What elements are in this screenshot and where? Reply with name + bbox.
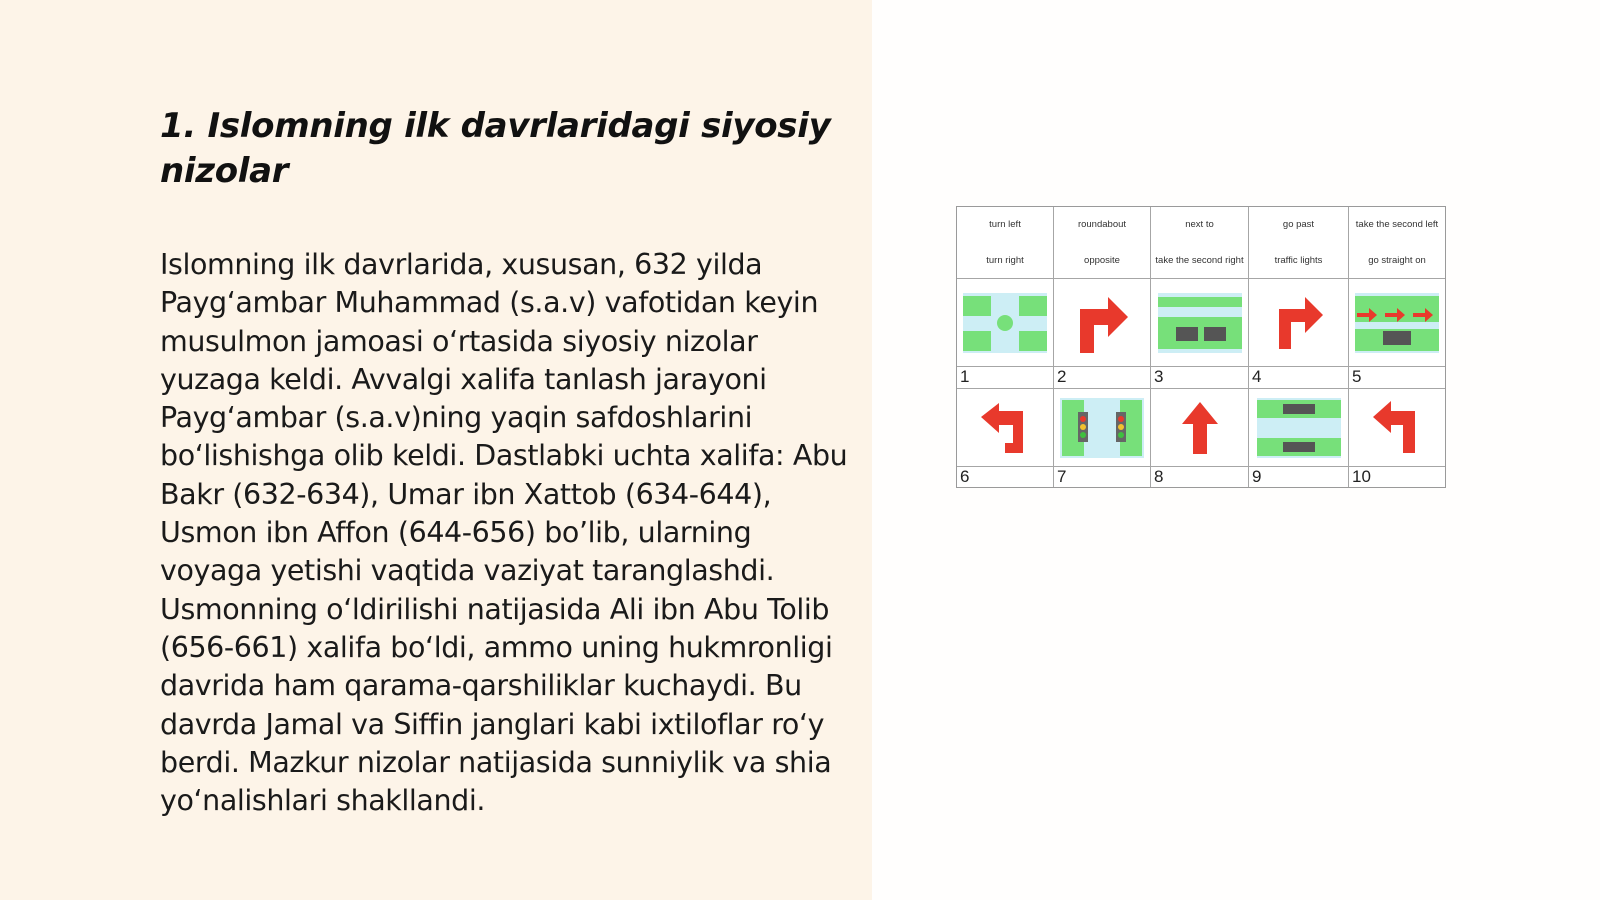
traffic-lights-icon [1060, 398, 1144, 458]
picture-cell [1349, 389, 1445, 467]
vocab-row [957, 207, 1445, 279]
turn-right-arrow-icon [1072, 291, 1132, 355]
vocab-cell [1151, 207, 1249, 279]
take-second-left-arrow-icon [977, 399, 1033, 457]
number-row [957, 367, 1445, 389]
picture-number: 1 [957, 367, 1054, 389]
picture-number: 9 [1249, 467, 1349, 487]
turn-left-arrow-icon [1369, 399, 1425, 457]
vocab-word: turn left [989, 219, 1021, 231]
picture-number: 2 [1054, 367, 1151, 389]
picture-cell [957, 389, 1054, 467]
slide-title: 1. Islomning ilk davrlaridagi siyosiy nizolar [160, 106, 831, 191]
picture-number: 4 [1249, 367, 1349, 389]
slide-body-text: Islomning ilk davrlarida, xususan, 632 yilda Payg‘ambar Muhammad (s.a.v) vafotidan keyin musulmon jamoasi o‘rtasida siyosiy nizolar yuzaga keldi. Avvalgi xalifa tanlash jarayoni Payg‘ambar (s.a.v)ning yaqin safdoshlarini bo‘lishishga olib keldi. Dastlabki uchta xalifa: Abu Bakr (632-634), Umar ibn Xattob (634-644), Usmon ibn Affon (644-656) bo’lib, ularning voyaga yetishi vaqtida vaziyat taranglashdi. Usmonning o‘ldirilishi natijasida Ali ibn Abu Tolib (656-661) xalifa bo‘ldi, ammo uning hukmronligi davrida ham qarama-qarshiliklar kuchaydi. Bu davrda Jamal va Siffin janglari kabi ixtiloflar ro‘y berdi. Mazkur nizolar natijasida sunniylik va shia yo‘nalishlari shakllandi. [160, 248, 848, 818]
vocab-word: take the second right [1155, 254, 1244, 266]
picture-cell [1054, 389, 1151, 467]
vocab-cell [957, 207, 1054, 279]
roundabout-icon [963, 293, 1047, 353]
vocab-word: go straight on [1368, 254, 1426, 266]
opposite-road-icon [1158, 293, 1242, 353]
picture-number: 5 [1349, 367, 1445, 389]
vocab-word: opposite [1084, 254, 1120, 266]
vocab-word: take the second left [1355, 219, 1439, 231]
vocab-word: roundabout [1077, 219, 1127, 231]
directions-worksheet-image [956, 206, 1446, 488]
vocab-word: traffic lights [1274, 254, 1323, 266]
next-to-road-icon [1257, 398, 1341, 458]
vocab-word: next to [1185, 219, 1214, 231]
vocab-word: go past [1282, 219, 1315, 231]
picture-row [957, 279, 1445, 367]
picture-cell [1054, 279, 1151, 367]
picture-number: 6 [957, 467, 1054, 487]
vocab-cell [1054, 207, 1151, 279]
number-row [957, 467, 1445, 487]
picture-cell [1151, 279, 1249, 367]
picture-number: 7 [1054, 467, 1151, 487]
picture-cell [957, 279, 1054, 367]
go-past-arrows-icon [1355, 293, 1439, 353]
picture-number: 3 [1151, 367, 1249, 389]
picture-cell [1349, 279, 1445, 367]
picture-cell [1249, 389, 1349, 467]
picture-cell [1151, 389, 1249, 467]
vocab-cell [1249, 207, 1349, 279]
picture-cell [1249, 279, 1349, 367]
vocab-word: turn right [986, 254, 1024, 266]
turn-right-arrow-icon [1269, 291, 1329, 355]
picture-row [957, 389, 1445, 467]
vocab-cell [1349, 207, 1445, 279]
straight-on-arrow-icon [1178, 400, 1222, 456]
picture-number: 8 [1151, 467, 1249, 487]
picture-number: 10 [1352, 467, 1371, 486]
